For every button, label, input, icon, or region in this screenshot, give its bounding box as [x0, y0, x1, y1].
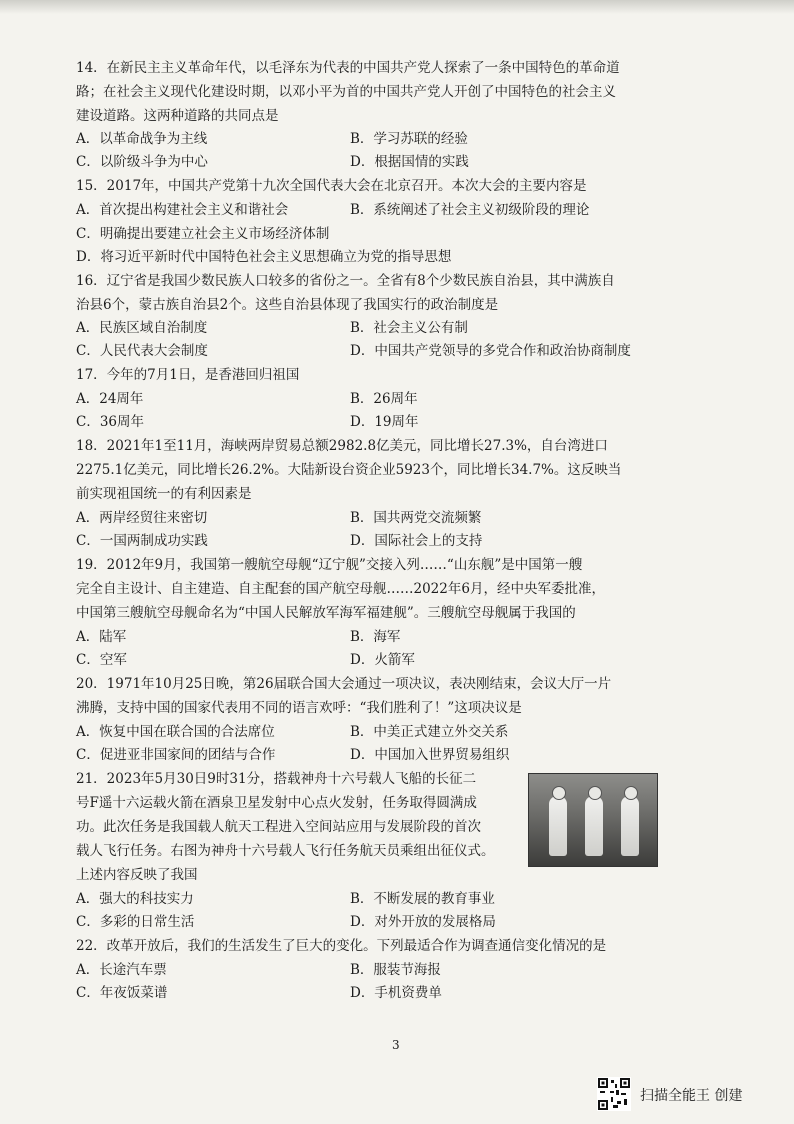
option: A．以革命战争为主线	[76, 131, 208, 147]
question-line: 功。此次任务是我国载人航天工程进入空间站应用与发展阶段的首次	[76, 819, 481, 835]
option: D．国际社会上的支持	[350, 533, 483, 549]
question-line: 2275.1亿美元，同比增长26.2%。大陆新设台资企业5923个，同比增长34.7%。这反映当	[76, 462, 622, 478]
option: C．年夜饭菜谱	[76, 985, 168, 1001]
option: D．19周年	[350, 414, 419, 430]
option: C．促进亚非国家间的团结与合作	[76, 747, 276, 763]
question-line: 14．在新民主主义革命年代，以毛泽东为代表的中国共产党人探索了一条中国特色的革命道	[76, 60, 620, 76]
question-line: 15．2017年，中国共产党第十九次全国代表大会在北京召开。本次大会的主要内容是	[76, 178, 587, 194]
option: B．26周年	[350, 391, 418, 407]
question-line: 号F遥十六运载火箭在酒泉卫星发射中心点火发射，任务取得圆满成	[76, 795, 477, 811]
question-line: 18．2021年1至11月，海峡两岸贸易总额2982.8亿美元，同比增长27.3%，自台湾进口	[76, 438, 608, 454]
question-line: 19．2012年9月，我国第一艘航空母舰“辽宁舰”交接入列……“山东舰”是中国第一艘	[76, 557, 583, 573]
option: D．根据国情的实践	[350, 154, 469, 170]
question-line: 建设道路。这两种道路的共同点是	[76, 108, 279, 124]
astronaut-figure	[621, 796, 639, 856]
option: D．将习近平新时代中国特色社会主义思想确立为党的指导思想	[76, 249, 452, 265]
option: A．24周年	[76, 391, 144, 407]
astronaut-figure	[549, 796, 567, 856]
question-line: 22．改革开放后，我们的生活发生了巨大的变化。下列最适合作为调查通信变化情况的是	[76, 938, 607, 954]
option: A．长途汽车票	[76, 962, 167, 978]
question-line: 16．辽宁省是我国少数民族人口较多的省份之一。全省有8个少数民族自治县，其中满族自	[76, 273, 615, 289]
option: B．服装节海报	[350, 962, 441, 978]
option: D．火箭军	[350, 652, 415, 668]
option: A．恢复中国在联合国的合法席位	[76, 724, 275, 740]
option: C．人民代表大会制度	[76, 343, 208, 359]
option: C．一国两制成功实践	[76, 533, 208, 549]
option: C．多彩的日常生活	[76, 914, 195, 930]
option: C．空军	[76, 652, 127, 668]
option: D．中国加入世界贸易组织	[350, 747, 510, 763]
question-line: 完全自主设计、自主建造、自主配套的国产航空母舰……2022年6月，经中央军委批准，	[76, 581, 605, 597]
question-line: 前实现祖国统一的有利因素是	[76, 486, 252, 502]
option: D．对外开放的发展格局	[350, 914, 496, 930]
option: C．以阶级斗争为中心	[76, 154, 208, 170]
option: D．中国共产党领导的多党合作和政治协商制度	[350, 343, 631, 359]
question-line: 20．1971年10月25日晚，第26届联合国大会通过一项决议，表决刚结束，会议大厅一片	[76, 676, 612, 692]
question-line: 路；在社会主义现代化建设时期，以邓小平为首的中国共产党人开创了中国特色的社会主义	[76, 84, 616, 100]
question-line: 17．今年的7月1日，是香港回归祖国	[76, 367, 300, 383]
question-line: 上述内容反映了我国	[76, 867, 198, 883]
question-line: 沸腾，支持中国的国家代表用不同的语言欢呼：“我们胜利了！”这项决议是	[76, 700, 522, 716]
question-line: 载人飞行任务。右图为神舟十六号载人飞行任务航天员乘组出征仪式。	[76, 843, 495, 859]
option: B．不断发展的教育事业	[350, 891, 495, 907]
scanner-watermark: 扫描全能王 创建	[640, 1088, 743, 1104]
page-number: 3	[392, 1038, 400, 1052]
qr-code-icon	[597, 1077, 631, 1111]
option: B．海军	[350, 629, 401, 645]
option: C．明确提出要建立社会主义市场经济体制	[76, 226, 330, 242]
option: C．36周年	[76, 414, 145, 430]
question-line: 中国第三艘航空母舰命名为“中国人民解放军海军福建舰”。三艘航空母舰属于我国的	[76, 605, 576, 621]
option: A．强大的科技实力	[76, 891, 194, 907]
question-line: 治县6个，蒙古族自治县2个。这些自治县体现了我国实行的政治制度是	[76, 297, 499, 313]
option: B．社会主义公有制	[350, 320, 468, 336]
option: B．学习苏联的经验	[350, 131, 468, 147]
astronaut-crew-photo	[528, 773, 658, 867]
scan-edge	[0, 0, 794, 14]
option: B．系统阐述了社会主义初级阶段的理论	[350, 202, 590, 218]
option: A．民族区域自治制度	[76, 320, 208, 336]
option: D．手机资费单	[350, 985, 442, 1001]
option: A．首次提出构建社会主义和谐社会	[76, 202, 289, 218]
option: B．国共两党交流频繁	[350, 510, 482, 526]
option: B．中美正式建立外交关系	[350, 724, 509, 740]
astronaut-figure	[585, 796, 603, 856]
question-line: 21．2023年5月30日9时31分，搭载神舟十六号载人飞船的长征二	[76, 771, 477, 787]
option: A．陆军	[76, 629, 127, 645]
option: A．两岸经贸往来密切	[76, 510, 208, 526]
